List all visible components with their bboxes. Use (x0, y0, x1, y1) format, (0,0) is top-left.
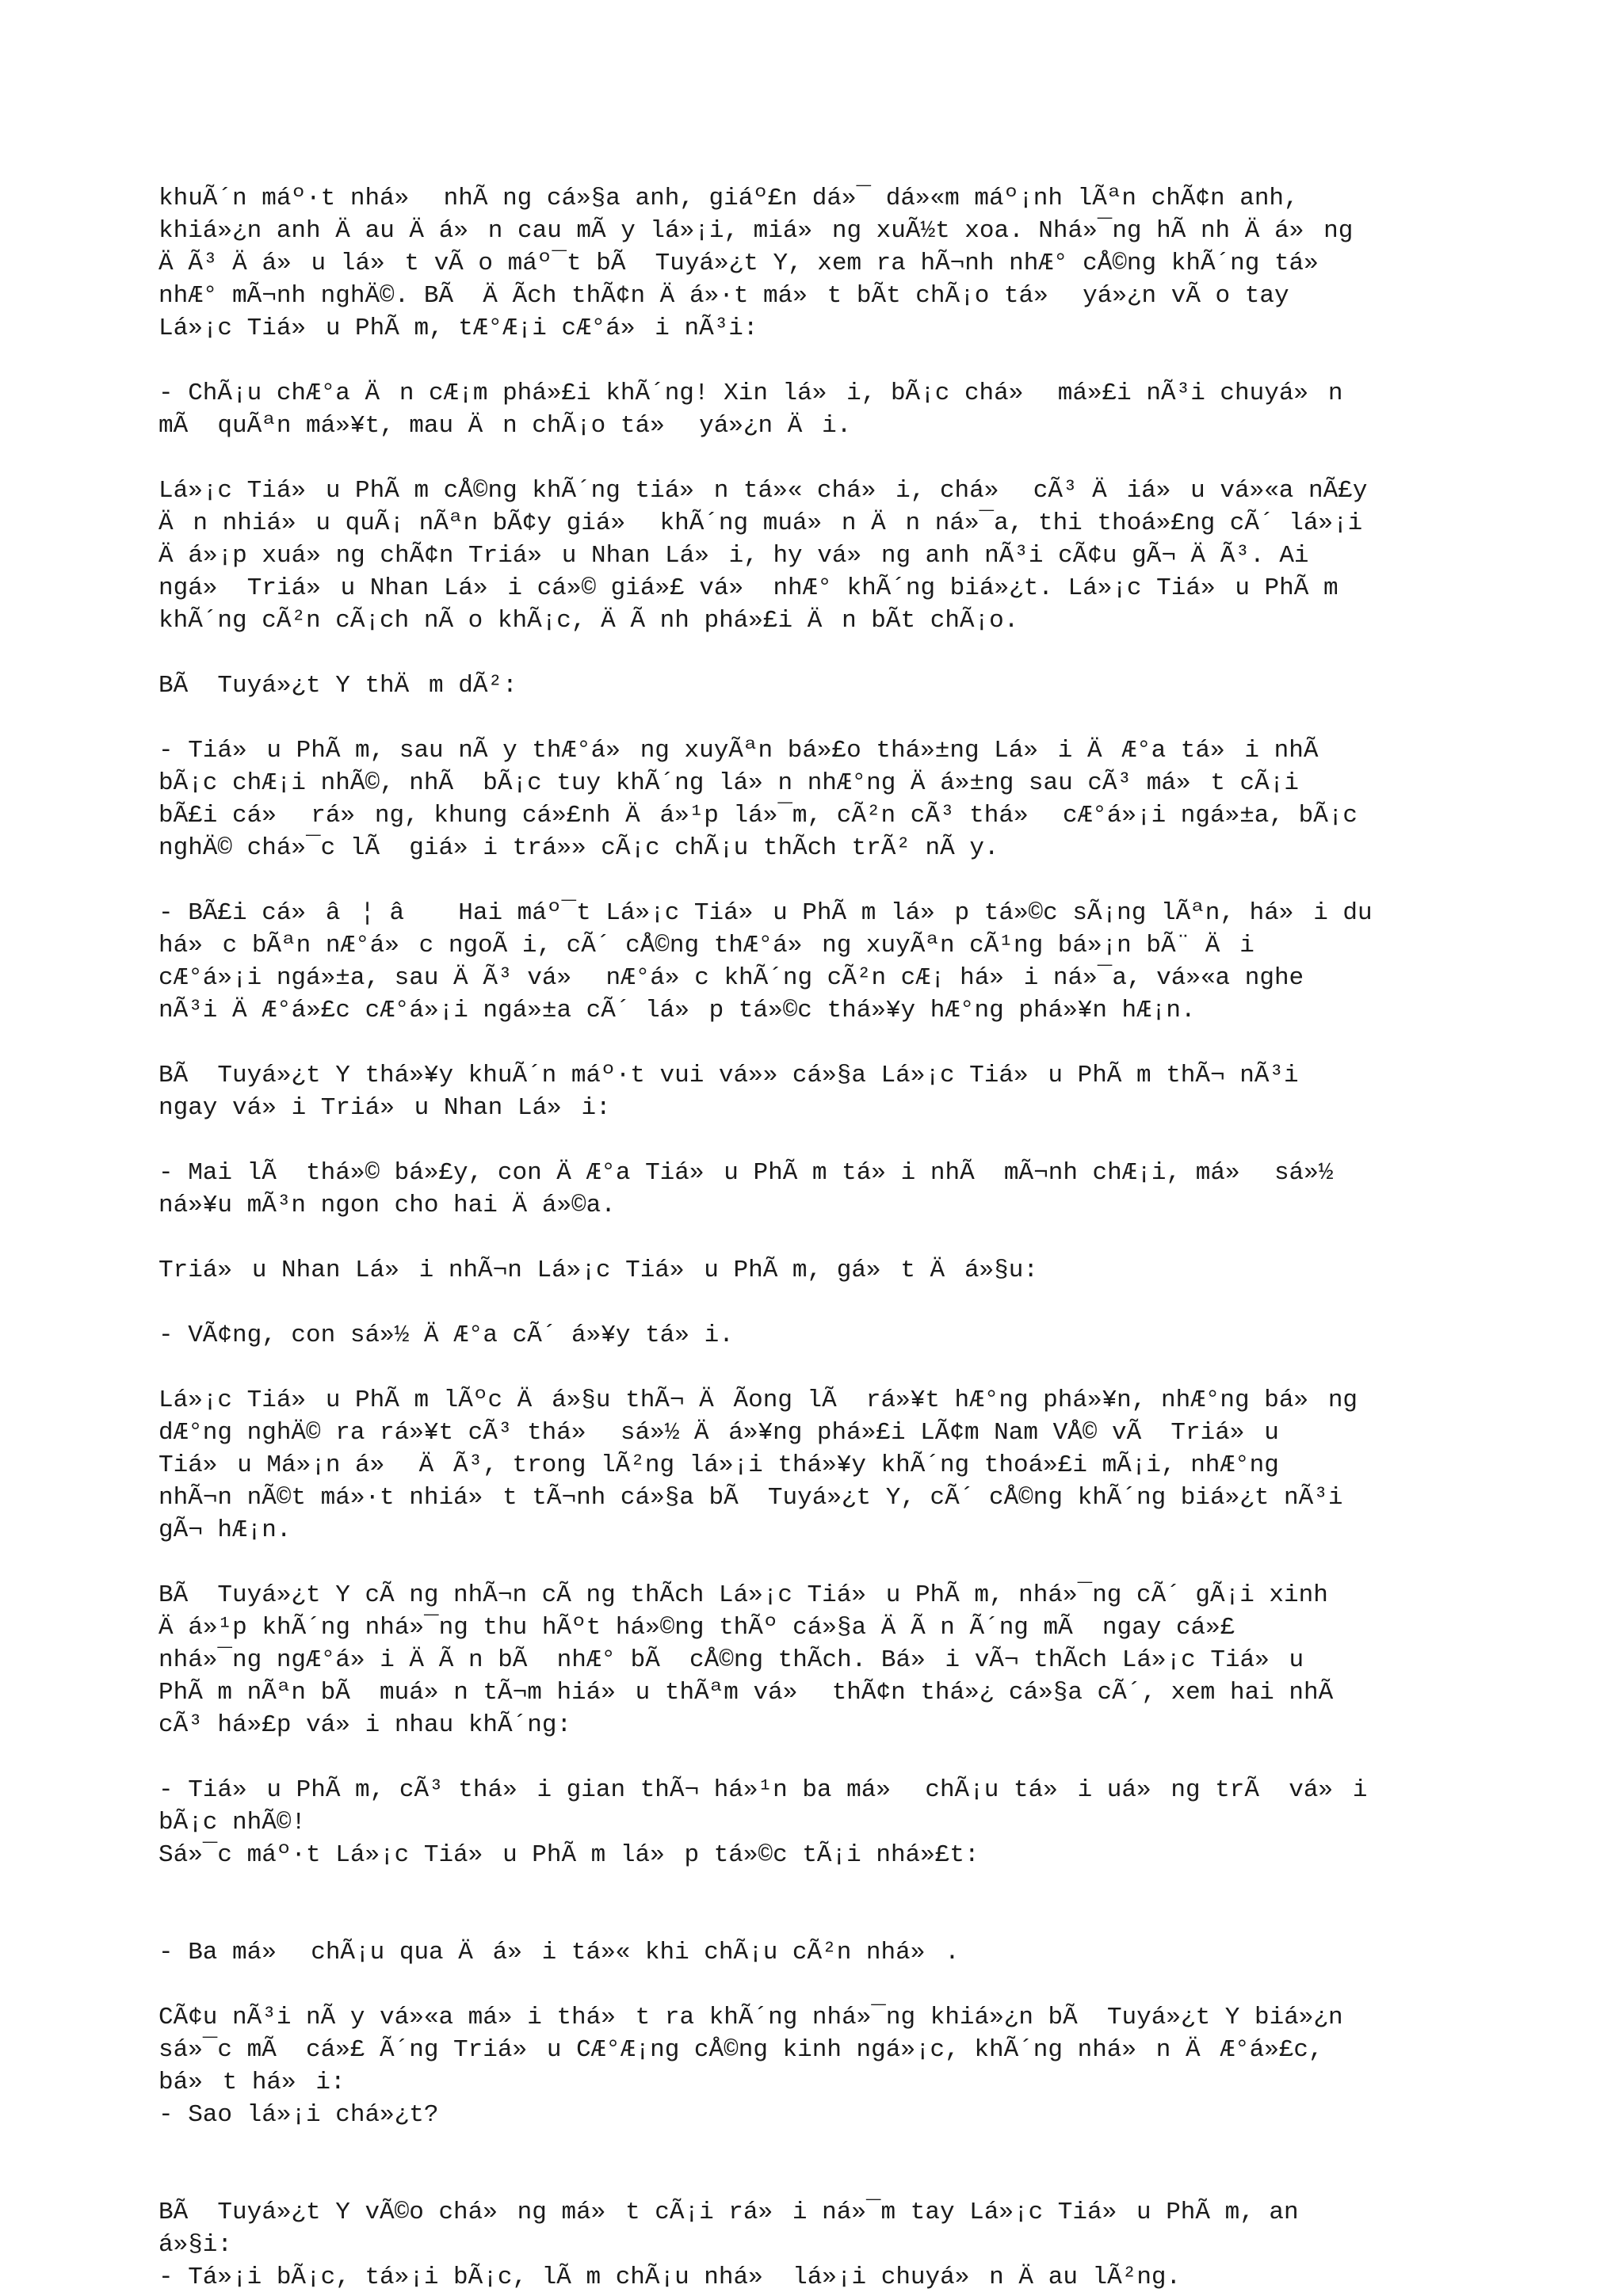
text-line: mÃ quÃªn má»¥t, mau Än chÃ¡o tá» yá»¿n Äi. (158, 412, 852, 440)
paragraph (158, 182, 1474, 345)
paragraph (158, 1579, 1474, 1741)
text-line: nhá»¯ng ngÆ°á»i ÄÃ n bÃ nhÆ° bÃ cÅ©ng thÃch. Bá»i vÃ¬ thÃch Lá»¡c Tiá»u (158, 1646, 1304, 1674)
text-line: bá» t há»i: (158, 2069, 346, 2096)
paragraph (158, 1157, 1474, 1222)
text-line: Tiá»u Má»¡n á» ÄÃ³, trong lÃ²ng lá»¡i thá»¥y khÃ´ng thoá»£i mÃ¡i, nhÆ°ng (158, 1451, 1279, 1479)
paragraph (158, 1059, 1474, 1124)
paragraph (158, 2001, 1474, 2131)
text-line: ngay vá»i Triá»u Nhan Lá»i: (158, 1094, 611, 1122)
paragraph (158, 1936, 1474, 1969)
text-line: - Tá»¡i bÃ¡c, tá»¡i bÃ¡c, lÃ m chÃ¡u nhá» lá»¡i chuyá»n Äau lÃ²ng. (158, 2264, 1182, 2291)
text-line: Lá»¡c Tiá»u PhÃ m lÃºc Äá»§u thÃ¬ ÄÃong lÃ rá»¥t hÆ°ng phá»¥n, nhÆ°ng bá»ng (158, 1386, 1358, 1414)
text-line: bÃ£i cá» rá»ng, khung cá»£nh Äá»¹p lá»¯m, cÃ²n cÃ³ thá» cÆ°á»¡i ngá»±a, bÃ¡c (158, 802, 1358, 830)
text-line: nghÄ© chá»¯c lÃ giá»i trá»» cÃ¡c chÃ¡u thÃch trÃ² nÃ y. (158, 834, 999, 862)
paragraph (158, 669, 1474, 702)
text-line: - Sao lá»¡i chá»¿t? (158, 2101, 439, 2129)
paragraph (158, 2131, 1474, 2164)
text-line: gÃ¬ hÆ¡n. (158, 1516, 292, 1544)
text-line: Äá»¡p xuá»ng chÃ¢n Triá»u Nhan Lá»i, hy vá»ng anh nÃ³i cÃ¢u gÃ¬ ÄÃ³. Ai (158, 542, 1309, 570)
text-line: BÃ Tuyá»¿t Y cÃ ng nhÃ¬n cÃ ng thÃch Lá»¡c Tiá»u PhÃ m, nhá»¯ng cÃ´ gÃ¡i xinh (158, 1581, 1328, 1609)
text-line: Sá»¯c máº·t Lá»¡c Tiá»u PhÃ m lá»p tá»©c tÃ¡i nhá»£t: (158, 1841, 980, 1869)
text-line: Äá»¹p khÃ´ng nhá»¯ng thu hÃºt há»©ng thÃº cá»§a ÄÃ n Ã´ng mÃ ngay cá»£ (158, 1614, 1235, 1642)
paragraph (158, 1384, 1474, 1547)
text-line: BÃ Tuyá»¿t Y vÃ©o chá»ng má»t cÃ¡i rá»i ná»¯m tay Lá»¡c Tiá»u PhÃ m, an (158, 2199, 1299, 2226)
text-line: Än nhiá»u quÃ¡ nÃªn bÃ¢y giá» khÃ´ng muá»n Än ná»¯a, thi thoá»£ng cÃ´ lá»¡i (158, 509, 1363, 537)
text-line: nhÃ¬n nÃ©t má»·t nhiá»t tÃ¬nh cá»§a bÃ Tuyá»¿t Y, cÃ´ cÅ©ng khÃ´ng biá»¿t nÃ³i (158, 1484, 1343, 1512)
text-line: - VÃ¢ng, con sá»½ ÄÆ°a cÃ´ á»¥y tá»i. (158, 1322, 734, 1349)
text-line: - Tiá»u PhÃ m, cÃ³ thá»i gian thÃ¬ há»¹n ba má» chÃ¡u tá»i uá»ng trÃ vá»i (158, 1776, 1368, 1804)
text-line: PhÃ m nÃªn bÃ muá»n tÃ¬m hiá»u thÃªm vá» thÃ¢n thá»¿ cá»§a cÃ´, xem hai nhÃ (158, 1679, 1348, 1707)
text-line (158, 1871, 1474, 1904)
text-line: BÃ Tuyá»¿t Y thÄm dÃ²: (158, 672, 517, 700)
paragraph (158, 1871, 1474, 1904)
paragraph (158, 1319, 1474, 1352)
text-line: nhÆ° mÃ¬nh nghÄ©. BÃ ÄÃch thÃ¢n Äá»·t má»t bÃt chÃ¡o tá» yá»¿n vÃ o tay (158, 282, 1289, 310)
text-line: cÆ°á»¡i ngá»±a, sau ÄÃ³ vá» nÆ°á»c khÃ´ng cÃ²n cÆ¡ há»i ná»¯a, vá»«a nghe (158, 964, 1304, 992)
text-line: khÃ´ng cÃ²n cÃ¡ch nÃ o khÃ¡c, ÄÃ nh phá»£i Än bÃt chÃ¡o. (158, 607, 1019, 635)
text-line: ngá» Triá»u Nhan Lá»i cá»© giá»£ vá» nhÆ° khÃ´ng biá»¿t. Lá»¡c Tiá»u PhÃ m (158, 574, 1338, 602)
text-line: bÃ¡c chÆ¡i nhÃ©, nhÃ bÃ¡c tuy khÃ´ng lá»n nhÆ°ng Äá»±ng sau cÃ³ má»t cÃ¡i (158, 769, 1299, 797)
text-line: ÄÃ³ Äá»u lá»t vÃ o máº¯t bÃ Tuyá»¿t Y, xem ra hÃ¬nh nhÆ° cÅ©ng khÃ´ng tá» (158, 250, 1338, 277)
text-line: bÃ¡c nhÃ©! (158, 1809, 307, 1836)
paragraph (158, 1254, 1474, 1287)
text-line: sá»¯c mÃ cá»£ Ã´ng Triá»u CÆ°Æ¡ng cÅ©ng kinh ngá»¡c, khÃ´ng nhá»n ÄÆ°á»£c, (158, 2036, 1323, 2064)
text-line: Lá»¡c Tiá»u PhÃ m, tÆ°Æ¡i cÆ°á»i nÃ³i: (158, 315, 758, 342)
text-line: CÃ¢u nÃ³i nÃ y vá»«a má»i thá»t ra khÃ´ng nhá»¯ng khiá»¿n bÃ Tuyá»¿t Y biá»¿n (158, 2004, 1343, 2031)
text-line: Triá»u Nhan Lá»i nhÃ¬n Lá»¡c Tiá»u PhÃ m, gá»t Äá»§u: (158, 1257, 1038, 1284)
text-line: khuÃ´n máº·t nhá» nhÃ ng cá»§a anh, giáº£n dá»¯ dá»«m máº¡nh lÃªn chÃ¢n anh, (158, 185, 1299, 212)
text-line: - ChÃ¡u chÆ°a Än cÆ¡m phá»£i khÃ´ng! Xin lá»i, bÃ¡c chá» má»£i nÃ³i chuyá»n (158, 379, 1343, 407)
text-line: á»§i: (158, 2231, 233, 2259)
text-line: nÃ³i ÄÆ°á»£c cÆ°á»¡i ngá»±a cÃ´ lá»p tá»©c thá»¥y hÆ°ng phá»¥n hÆ¡n. (158, 997, 1196, 1024)
text-line: cÃ³ há»£p vá»i nhau khÃ´ng: (158, 1711, 572, 1739)
paragraph (158, 734, 1474, 864)
text-line: Lá»¡c Tiá»u PhÃ m cÅ©ng khÃ´ng tiá»n tá»« chá»i, chá» cÃ³ Äiá»u vá»«a nÃ£y (158, 477, 1368, 505)
text-line: - Tiá»u PhÃ m, sau nÃ y thÆ°á»ng xuyÃªn bá»£o thá»±ng Lá»i ÄÆ°a tá»i nhÃ (158, 737, 1334, 765)
paragraph (158, 475, 1474, 637)
text-line: ná»¥u mÃ³n ngon cho hai Äá»©a. (158, 1192, 616, 1219)
paragraph (158, 897, 1474, 1027)
text-line: dÆ°ng nghÄ© ra rá»¥t cÃ³ thá» sá»½ Äá»¥ng phá»£i LÃ¢m Nam VÅ© vÃ Triá»u (158, 1419, 1279, 1447)
text-line (158, 2131, 1474, 2164)
text-line: - Ba má» chÃ¡u qua Äá»i tá»« khi chÃ¡u cÃ²n nhá». (158, 1939, 960, 1966)
text-line: BÃ Tuyá»¿t Y thá»¥y khuÃ´n máº·t vui vá»» cá»§a Lá»¡c Tiá»u PhÃ m thÃ¬ nÃ³i (158, 1062, 1299, 1089)
text-line: há»c bÃªn nÆ°á»c ngoÃ i, cÃ´ cÅ©ng thÆ°á»ng xuyÃªn cÃ¹ng bá»¡n bÃ¨ Äi (158, 932, 1254, 959)
text-line: - BÃ£i cá»â¦ â Hai máº¯t Lá»¡c Tiá»u PhÃ m lá»p tá»©c sÃ¡ng lÃªn, há»i du (158, 899, 1373, 927)
paragraph (158, 1774, 1474, 1871)
text-line: khiá»¿n anh Äau Äá»n cau mÃ y lá»¡i, miá»ng xuÃ½t xoa. Nhá»¯ng hÃ nh Äá»ng (158, 217, 1354, 245)
paragraph (158, 2196, 1474, 2294)
paragraph (158, 377, 1474, 442)
document-body (158, 182, 1474, 2294)
text-line: - Mai lÃ thá»© bá»£y, con ÄÆ°a Tiá»u PhÃ m tá»i nhÃ mÃ¬nh chÆ¡i, má» sá»½ (158, 1159, 1334, 1187)
